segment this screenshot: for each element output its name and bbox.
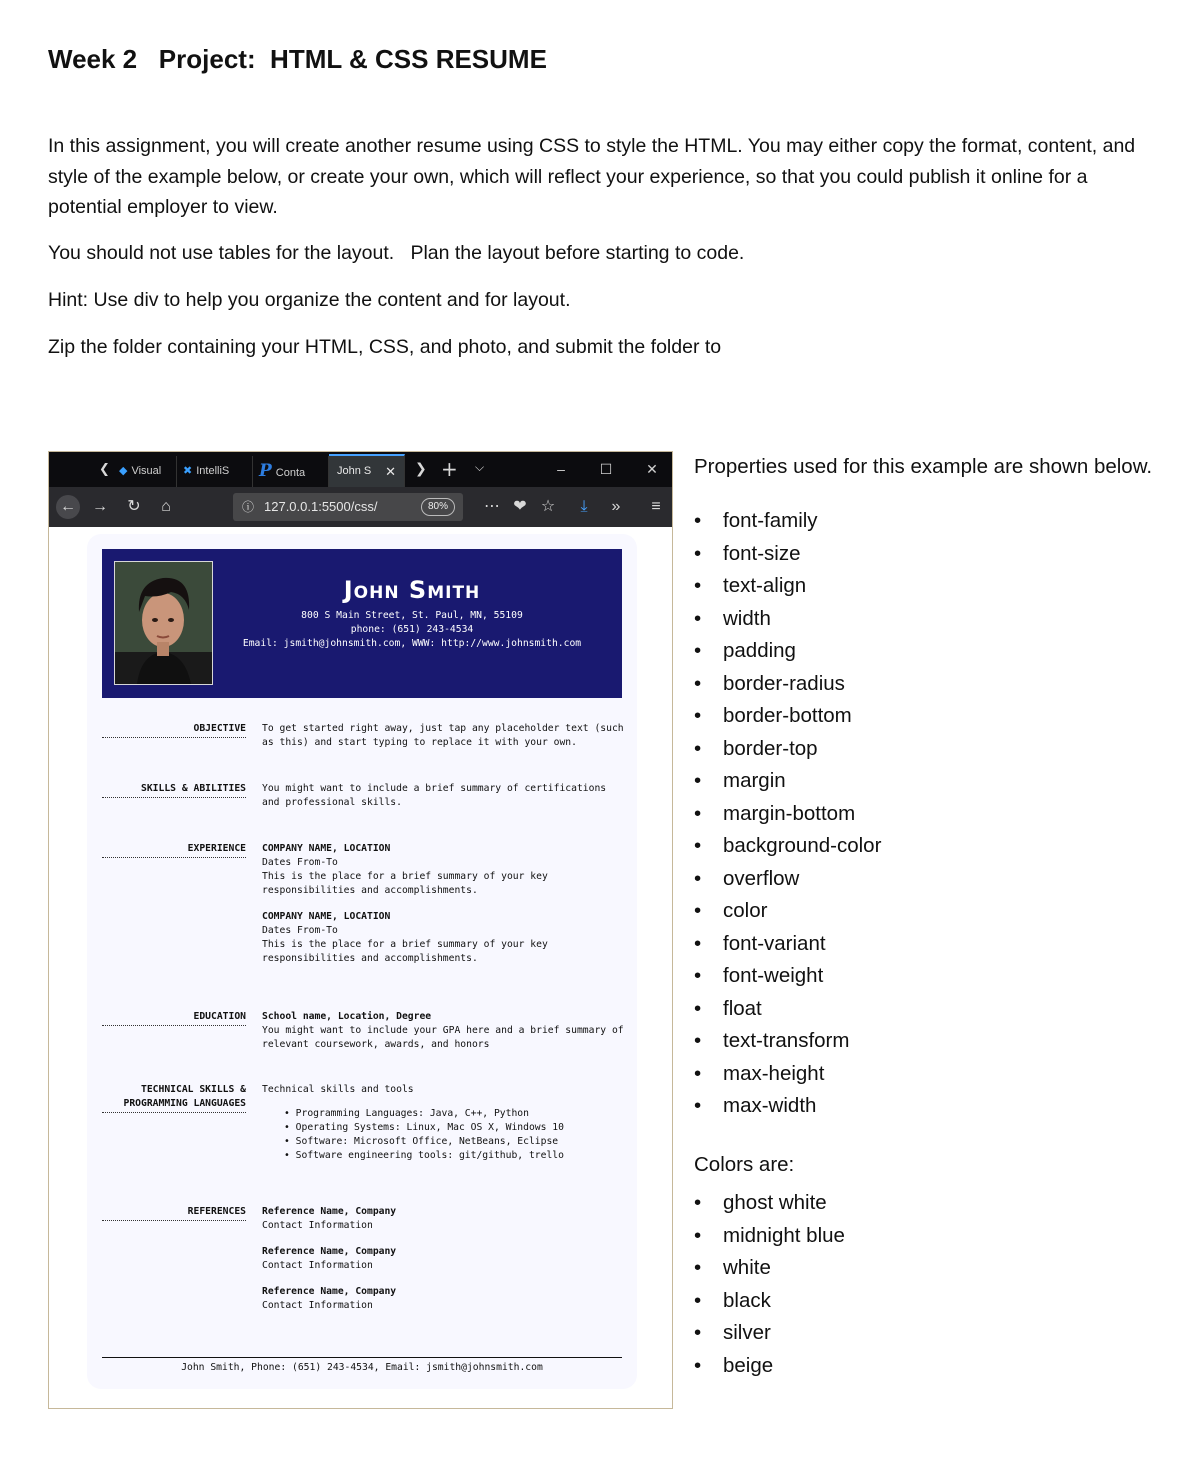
layout-rule-paragraph: You should not use tables for the layout. Plan the layout before starting to code. xyxy=(48,242,745,264)
colors-list xyxy=(694,1187,845,1382)
reference-entry xyxy=(262,1285,627,1313)
property-name: font-family xyxy=(723,509,818,532)
technical-section xyxy=(262,1083,627,1163)
reference-contact: Contact Information xyxy=(262,1260,373,1271)
property-name: max-width xyxy=(723,1094,817,1117)
property-name: margin xyxy=(723,769,786,792)
property-name: float xyxy=(723,996,762,1020)
tab-intellisense[interactable] xyxy=(177,456,253,487)
objective-text: To get started right away, just tap any placeholder text (such as this) and start typing to replace it with your own. xyxy=(262,723,624,748)
properties-list xyxy=(694,505,881,1123)
property-item xyxy=(694,700,881,733)
reload-icon[interactable]: ↻ xyxy=(127,498,141,515)
resume-name: John Smith xyxy=(343,576,481,604)
bullet-icon: • xyxy=(694,1321,702,1344)
reference-contact: Contact Information xyxy=(262,1220,373,1231)
property-item xyxy=(694,1090,881,1123)
bullet-icon: • xyxy=(694,574,702,597)
education-section xyxy=(262,1010,627,1052)
property-name: font-weight xyxy=(723,964,824,987)
color-item xyxy=(694,1252,845,1285)
reference-contact: Contact Information xyxy=(262,1300,373,1311)
pocket-icon[interactable]: ❤ xyxy=(513,498,527,515)
color-item xyxy=(694,1187,845,1220)
bullet-icon: • xyxy=(694,1288,702,1312)
instructions-paragraph: In this assignment, you will create another resume using CSS to style the HTML. You may either copy the format, content, and style of the example below, or create your own, which will reflect your experience, so that you could publish it online for a potential employer to view. xyxy=(48,135,1136,218)
resume-header xyxy=(102,549,622,698)
experience-section xyxy=(262,842,627,978)
property-name: margin-bottom xyxy=(723,801,856,825)
experience-entry xyxy=(262,842,627,898)
reference-entry xyxy=(262,1205,627,1233)
color-item xyxy=(694,1285,845,1318)
menu-icon[interactable]: ≡ xyxy=(651,498,661,515)
bullet-icon: • xyxy=(694,964,702,987)
vscode-icon: ◆ xyxy=(119,465,128,477)
bullet-icon: • xyxy=(694,931,702,955)
tab-visual[interactable] xyxy=(113,456,177,487)
bullet-icon: • xyxy=(694,769,702,792)
color-name: white xyxy=(723,1256,771,1279)
url-text: 127.0.0.1:5500/css/ xyxy=(264,499,378,514)
tab-label: John S xyxy=(337,465,372,477)
property-item xyxy=(694,765,881,798)
property-name: text-align xyxy=(723,574,807,597)
property-item xyxy=(694,635,881,668)
p-icon: P xyxy=(259,461,272,481)
profile-photo xyxy=(114,561,213,685)
experience-desc: This is the place for a brief summary of your key responsibilities and accomplishments. xyxy=(262,871,548,896)
property-item xyxy=(694,928,881,961)
property-name: border-radius xyxy=(723,671,845,695)
references-section xyxy=(262,1205,627,1325)
bullet-icon: • xyxy=(694,639,702,662)
reference-entry xyxy=(262,1245,627,1273)
property-item xyxy=(694,960,881,993)
minimize-icon[interactable]: – xyxy=(557,461,565,477)
tab-john-smith[interactable] xyxy=(329,454,405,487)
resume-email: Email: jsmith@johnsmith.com, WWW: http://www.johnsmith.com xyxy=(242,638,582,649)
bookmark-star-icon[interactable]: ☆ xyxy=(540,498,556,515)
reference-name: Reference Name, Company xyxy=(262,1286,397,1297)
forward-icon[interactable]: → xyxy=(92,498,108,515)
url-bar[interactable] xyxy=(233,493,463,521)
reference-name: Reference Name, Company xyxy=(262,1246,397,1257)
property-item xyxy=(694,863,881,896)
property-item xyxy=(694,733,881,766)
education-title: School name, Location, Degree xyxy=(262,1011,432,1022)
references-label: REFERENCES xyxy=(102,1205,246,1221)
property-item xyxy=(694,895,881,928)
property-name: font-variant xyxy=(723,931,826,955)
close-window-icon[interactable]: ✕ xyxy=(646,461,658,477)
home-icon[interactable]: ⌂ xyxy=(161,498,171,515)
bullet-icon: • xyxy=(694,899,702,922)
info-icon[interactable]: ⓘ xyxy=(242,500,255,514)
technical-item: • Operating Systems: Linux, Mac OS X, Windows 10 xyxy=(284,1122,564,1133)
bullet-icon: • xyxy=(694,1029,702,1052)
technical-item: • Programming Languages: Java, C++, Python xyxy=(284,1108,529,1119)
tab-label: IntelliS xyxy=(196,465,230,477)
property-name: overflow xyxy=(723,866,800,890)
property-item xyxy=(694,798,881,831)
zoom-badge[interactable]: 80% xyxy=(421,498,455,516)
property-name: width xyxy=(723,606,771,630)
color-name: silver xyxy=(723,1321,771,1344)
color-item xyxy=(694,1317,845,1350)
property-item xyxy=(694,830,881,863)
resume-phone: phone: (651) 243-4534 xyxy=(350,624,474,635)
tabs-scroll-right-icon[interactable]: ❯ xyxy=(415,461,427,477)
back-icon[interactable]: ← xyxy=(55,487,81,527)
bullet-icon: • xyxy=(694,704,702,727)
navigation-bar xyxy=(49,487,672,527)
property-name: max-height xyxy=(723,1061,825,1085)
property-item xyxy=(694,1058,881,1091)
property-name: color xyxy=(723,899,768,922)
browser-screenshot xyxy=(48,451,673,1409)
bullet-icon: • xyxy=(694,866,702,890)
property-item xyxy=(694,570,881,603)
tab-contact[interactable] xyxy=(253,456,329,487)
overflow-icon[interactable]: » xyxy=(611,498,621,515)
bullet-icon: • xyxy=(694,509,702,532)
experience-title: COMPANY NAME, LOCATION xyxy=(262,911,391,922)
bullet-icon: • xyxy=(694,541,702,565)
colors-heading: Colors are: xyxy=(694,1153,795,1176)
bullet-icon: • xyxy=(694,671,702,695)
tab-label: Visual xyxy=(131,465,162,477)
color-name: ghost white xyxy=(723,1191,827,1214)
bullet-icon: • xyxy=(694,1223,702,1247)
experience-desc: This is the place for a brief summary of your key responsibilities and accomplishments. xyxy=(262,939,548,964)
technical-intro: Technical skills and tools xyxy=(262,1084,414,1095)
hint-paragraph: Hint: Use div to help you organize the content and for layout. xyxy=(48,289,571,311)
resume-address: 800 S Main Street, St. Paul, MN, 55109 xyxy=(301,610,523,621)
technical-item: • Software: Microsoft Office, NetBeans, Eclipse xyxy=(284,1136,559,1147)
experience-label: EXPERIENCE xyxy=(102,842,246,858)
color-name: beige xyxy=(723,1353,774,1377)
experience-dates: Dates From-To xyxy=(262,925,338,936)
technical-item: • Software engineering tools: git/github, trello xyxy=(284,1150,564,1161)
bullet-icon: • xyxy=(694,1191,702,1214)
experience-dates: Dates From-To xyxy=(262,857,338,868)
bullet-icon: • xyxy=(694,834,702,857)
new-tab-icon[interactable]: + xyxy=(441,457,458,481)
tab-label: Conta xyxy=(275,467,306,479)
property-name: font-size xyxy=(723,541,801,565)
tab-list-icon[interactable]: ⌵ xyxy=(475,460,485,474)
download-icon[interactable]: ⤓ xyxy=(580,498,588,515)
close-tab-icon[interactable]: ✕ xyxy=(385,464,396,479)
bullet-icon: • xyxy=(694,606,702,630)
color-item xyxy=(694,1220,845,1253)
education-text: You might want to include your GPA here and a brief summary of relevant coursework, awards, and honors xyxy=(262,1025,624,1050)
property-name: border-bottom xyxy=(723,704,852,727)
experience-entry xyxy=(262,910,627,966)
bullet-icon: • xyxy=(694,996,702,1020)
property-name: background-color xyxy=(723,834,882,857)
experience-title: COMPANY NAME, LOCATION xyxy=(262,843,391,854)
reference-name: Reference Name, Company xyxy=(262,1206,397,1217)
vscode-icon: ✖ xyxy=(183,465,193,477)
property-item xyxy=(694,603,881,636)
technical-label: TECHNICAL SKILLS & PROGRAMMING LANGUAGES xyxy=(102,1083,246,1113)
resume-footer: John Smith, Phone: (651) 243-4534, Email: jsmith@johnsmith.com xyxy=(181,1362,543,1373)
bullet-icon: • xyxy=(694,736,702,760)
color-item xyxy=(694,1350,845,1383)
technical-list xyxy=(284,1107,627,1163)
properties-heading: Properties used for this example are shown below. xyxy=(694,455,1153,478)
tab-bar xyxy=(49,452,672,487)
bullet-icon: • xyxy=(694,801,702,825)
property-name: text-transform xyxy=(723,1029,850,1052)
property-item xyxy=(694,668,881,701)
bullet-icon: • xyxy=(694,1094,702,1117)
property-name: border-top xyxy=(723,736,818,760)
color-name: black xyxy=(723,1288,771,1312)
objective-label: OBJECTIVE xyxy=(102,722,246,738)
skills-text: You might want to include a brief summary of certifications and professional skills. xyxy=(262,783,607,808)
education-label: EDUCATION xyxy=(102,1010,246,1026)
bullet-icon: • xyxy=(694,1061,702,1085)
tabs-scroll-left-icon[interactable]: ❮ xyxy=(99,462,110,477)
color-name: midnight blue xyxy=(723,1223,845,1247)
bullet-icon: • xyxy=(694,1256,702,1279)
document-title: Week 2 Project: HTML & CSS RESUME xyxy=(48,44,547,74)
property-name: padding xyxy=(723,639,796,662)
page-actions-icon[interactable]: ⋯ xyxy=(484,498,500,515)
bullet-icon: • xyxy=(694,1353,702,1377)
footer-divider xyxy=(102,1357,622,1358)
property-item xyxy=(694,1025,881,1058)
submit-paragraph: Zip the folder containing your HTML, CSS, and photo, and submit the folder to xyxy=(48,336,722,358)
skills-label: SKILLS & ABILITIES xyxy=(102,782,246,798)
maximize-icon[interactable]: ☐ xyxy=(599,461,613,477)
property-item xyxy=(694,993,881,1026)
resume-page xyxy=(87,534,637,1389)
property-item xyxy=(694,505,881,538)
property-item xyxy=(694,538,881,571)
